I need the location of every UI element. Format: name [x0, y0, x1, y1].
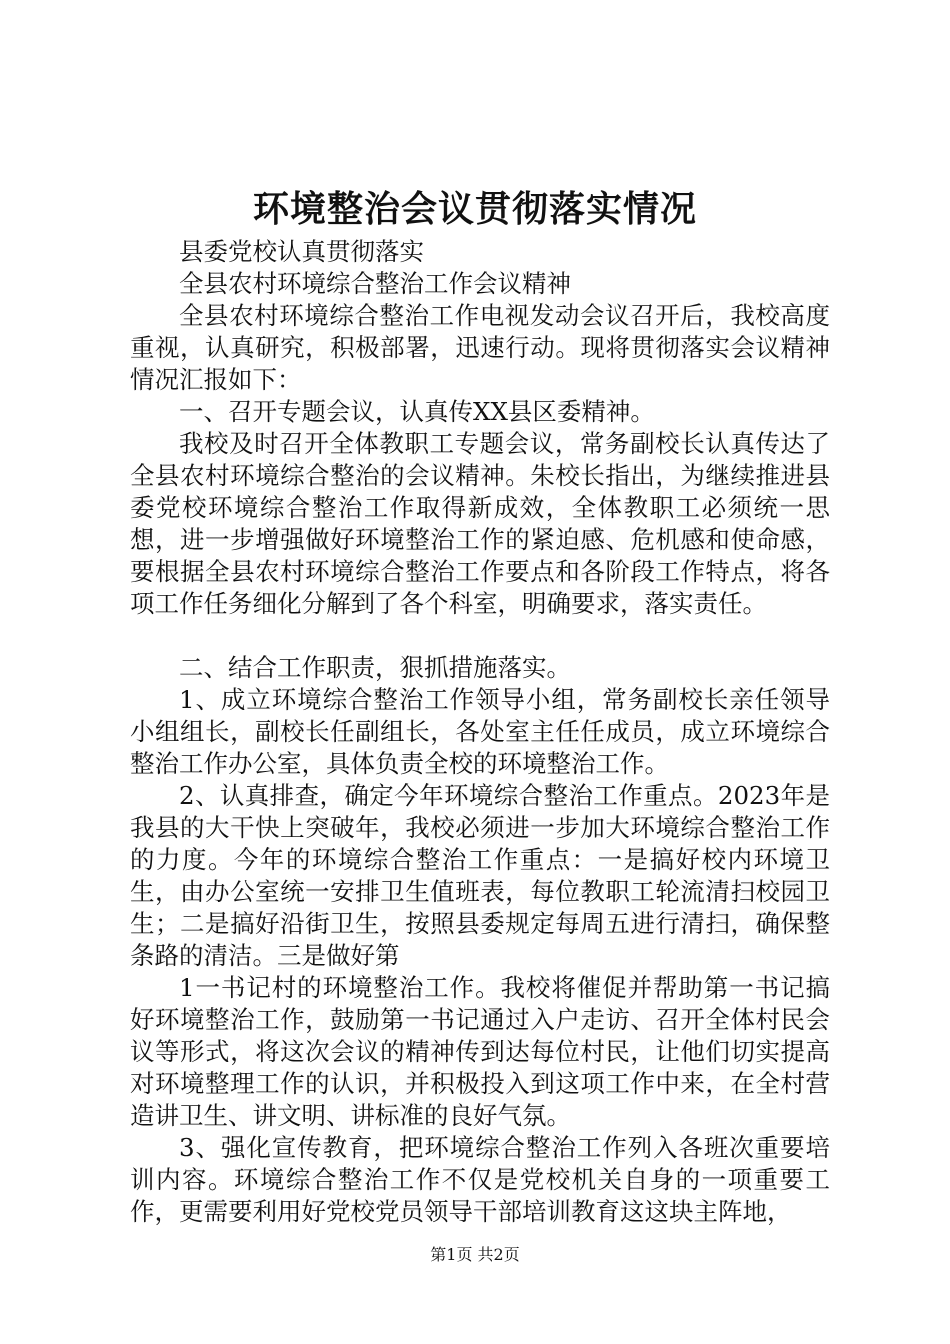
paragraph-subtitle-2: 全县农村环境综合整治工作会议精神	[179, 269, 571, 298]
paragraph-item-2: 2、认真排查，确定今年环境综合整治工作重点。2023年是我县的大干快上突破年，我校必须进一步加大环境综合整治工作的力度。今年的环境综合整治工作重点：一是搞好校内环境卫生，由办公室统一安排卫生值班表，每位教职工轮流清扫校园卫生；二是搞好沿街卫生，按照县委规定每周五进行清扫，确保整条路的清洁。三是做好第	[130, 781, 830, 970]
paragraph-item-1: 1、成立环境综合整治工作领导小组，常务副校长亲任领导小组组长，副校长任副组长，各处室主任任成员，成立环境综合整治工作办公室，具体负责全校的环境整治工作。	[130, 685, 830, 778]
paragraph-intro: 全县农村环境综合整治工作电视发动会议召开后，我校高度重视，认真研究，积极部署，迅速行动。现将贯彻落实会议精神情况汇报如下：	[130, 301, 830, 394]
document-body	[130, 236, 830, 1228]
section-heading-2: 二、结合工作职责，狠抓措施落实。	[179, 653, 571, 682]
paragraph-section-1: 我校及时召开全体教职工专题会议，常务副校长认真传达了全县农村环境综合整治的会议精神。朱校长指出，为继续推进县委党校环境综合整治工作取得新成效，全体教职工必须统一思想，进一步增强做好环境整治工作的紧迫感、危机感和使命感，要根据全县农村环境综合整治工作要点和各阶段工作特点，将各项工作任务细化分解到了各个科室，明确要求，落实责任。	[130, 429, 830, 618]
page-number-footer: 第1页 共2页	[430, 1245, 520, 1264]
document-title: 环境整治会议贯彻落实情况	[252, 188, 697, 230]
paragraph-subtitle-1: 县委党校认真贯彻落实	[179, 237, 424, 266]
paragraph-item-3: 3、强化宣传教育，把环境综合整治工作列入各班次重要培训内容。环境综合整治工作不仅是党校机关自身的一项重要工作，更需要利用好党校党员领导干部培训教育这这块主阵地，	[130, 1133, 830, 1226]
paragraph-item-2-cont: 1一书记村的环境整治工作。我校将催促并帮助第一书记搞好环境整治工作，鼓励第一书记通过入户走访、召开全体村民会议等形式，将这次会议的精神传到达每位村民，让他们切实提高对环境整理工作的认识，并积极投入到这项工作中来，在全村营造讲卫生、讲文明、讲标准的良好气氛。	[130, 973, 830, 1130]
section-heading-1: 一、召开专题会议，认真传XX县区委精神。	[179, 397, 655, 426]
